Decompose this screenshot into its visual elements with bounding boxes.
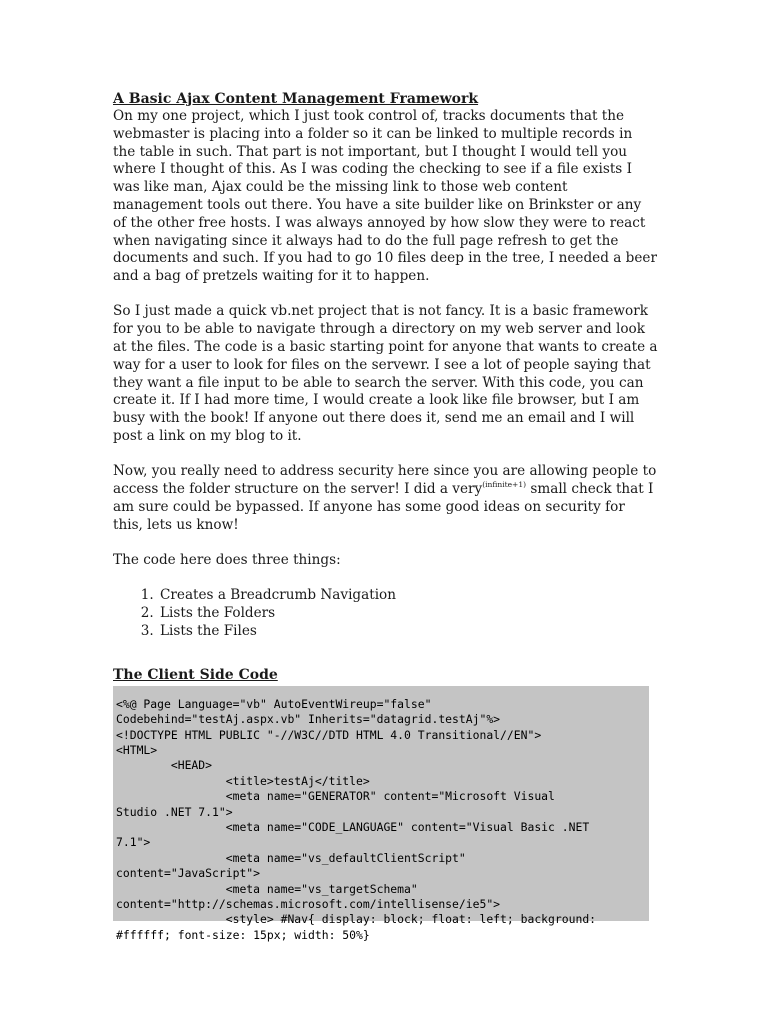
code-line: <meta name="CODE_LANGUAGE" content="Visual Basic .NET bbox=[116, 819, 590, 834]
code-line: content="JavaScript"> bbox=[116, 866, 261, 881]
code-line: <meta name="vs_targetSchema" bbox=[116, 881, 418, 896]
code-line: #ffffff; font-size: 15px; width: 50%} bbox=[116, 927, 370, 942]
security-superscript: (infinite+1) bbox=[482, 480, 527, 490]
section-title-client-code: The Client Side Code bbox=[113, 666, 278, 683]
code-block bbox=[113, 686, 649, 942]
list-item: 1. Creates a Breadcrumb Navigation bbox=[158, 587, 658, 605]
code-line: <meta name="GENERATOR" content="Microsoft Visual bbox=[116, 789, 555, 804]
code-line: <HTML> bbox=[116, 742, 158, 757]
document-title: A Basic Ajax Content Management Framework bbox=[113, 91, 479, 107]
paragraph-security bbox=[113, 463, 658, 534]
code-line: <style> #Nav{ display: block; float: left; background: bbox=[116, 912, 597, 927]
code-line: <!DOCTYPE HTML PUBLIC "-//W3C//DTD HTML 4.0 Transitional//EN"> bbox=[116, 727, 542, 742]
security-text-after: small check that I am sure could be bypassed. If anyone has some good ideas on security for this, lets us know! bbox=[113, 481, 654, 533]
code-line: Studio .NET 7.1"> bbox=[116, 804, 233, 819]
code-line: <HEAD> bbox=[116, 758, 213, 773]
code-line: <title>testAj</title> bbox=[116, 773, 370, 788]
list-item: 3. Lists the Files bbox=[158, 623, 658, 641]
steps-list bbox=[113, 587, 658, 640]
code-line: Codebehind="testAj.aspx.vb" Inherits="datagrid.testAj"%> bbox=[116, 712, 501, 727]
code-line: <%@ Page Language="vb" AutoEventWireup="false" bbox=[116, 696, 432, 711]
paragraph-project: So I just made a quick vb.net project that is not fancy. It is a basic framework for you to be able to navigate through a directory on my web server and look at the files. The code is a basic starting point for anyone that wants to create a way for a user to look for files on the servewr. I see a lot of people saying that they want a file input to be able to search the server. With this code, you can create it. If I had more time, I would create a look like file browser, but I am busy with the book! If anyone out there does it, send me an email and I will post a link on my blog to it. bbox=[113, 303, 658, 445]
code-line: <meta name="vs_defaultClientScript" bbox=[116, 850, 466, 865]
document-page bbox=[113, 90, 658, 942]
code-line: content="http://schemas.microsoft.com/intellisense/ie5"> bbox=[116, 897, 501, 911]
security-text-before: Now, you really need to address security here since you are allowing people to access the folder structure on the server! I did a very bbox=[113, 463, 657, 498]
list-item: 2. Lists the Folders bbox=[158, 605, 658, 623]
paragraph-intro: On my one project, which I just took control of, tracks documents that the webmaster is placing into a folder so it can be linked to multiple records in the table in such. That part is not important, but I thought I would tell you where I thought of this. As I was coding the checking to see if a file exists I was like man, Ajax could be the missing link to those web content management tools out there. You have a site builder like on Brinkster or any of the other free hosts. I was always annoyed by how slow they were to react when navigating since it always had to do the full page refresh to get the documents and such. If you had to go 10 files deep in the tree, I needed a beer and a bag of pretzels waiting for it to happen. bbox=[113, 108, 657, 285]
code-line: 7.1"> bbox=[116, 835, 151, 850]
paragraph-summary: The code here does three things: bbox=[113, 552, 341, 569]
